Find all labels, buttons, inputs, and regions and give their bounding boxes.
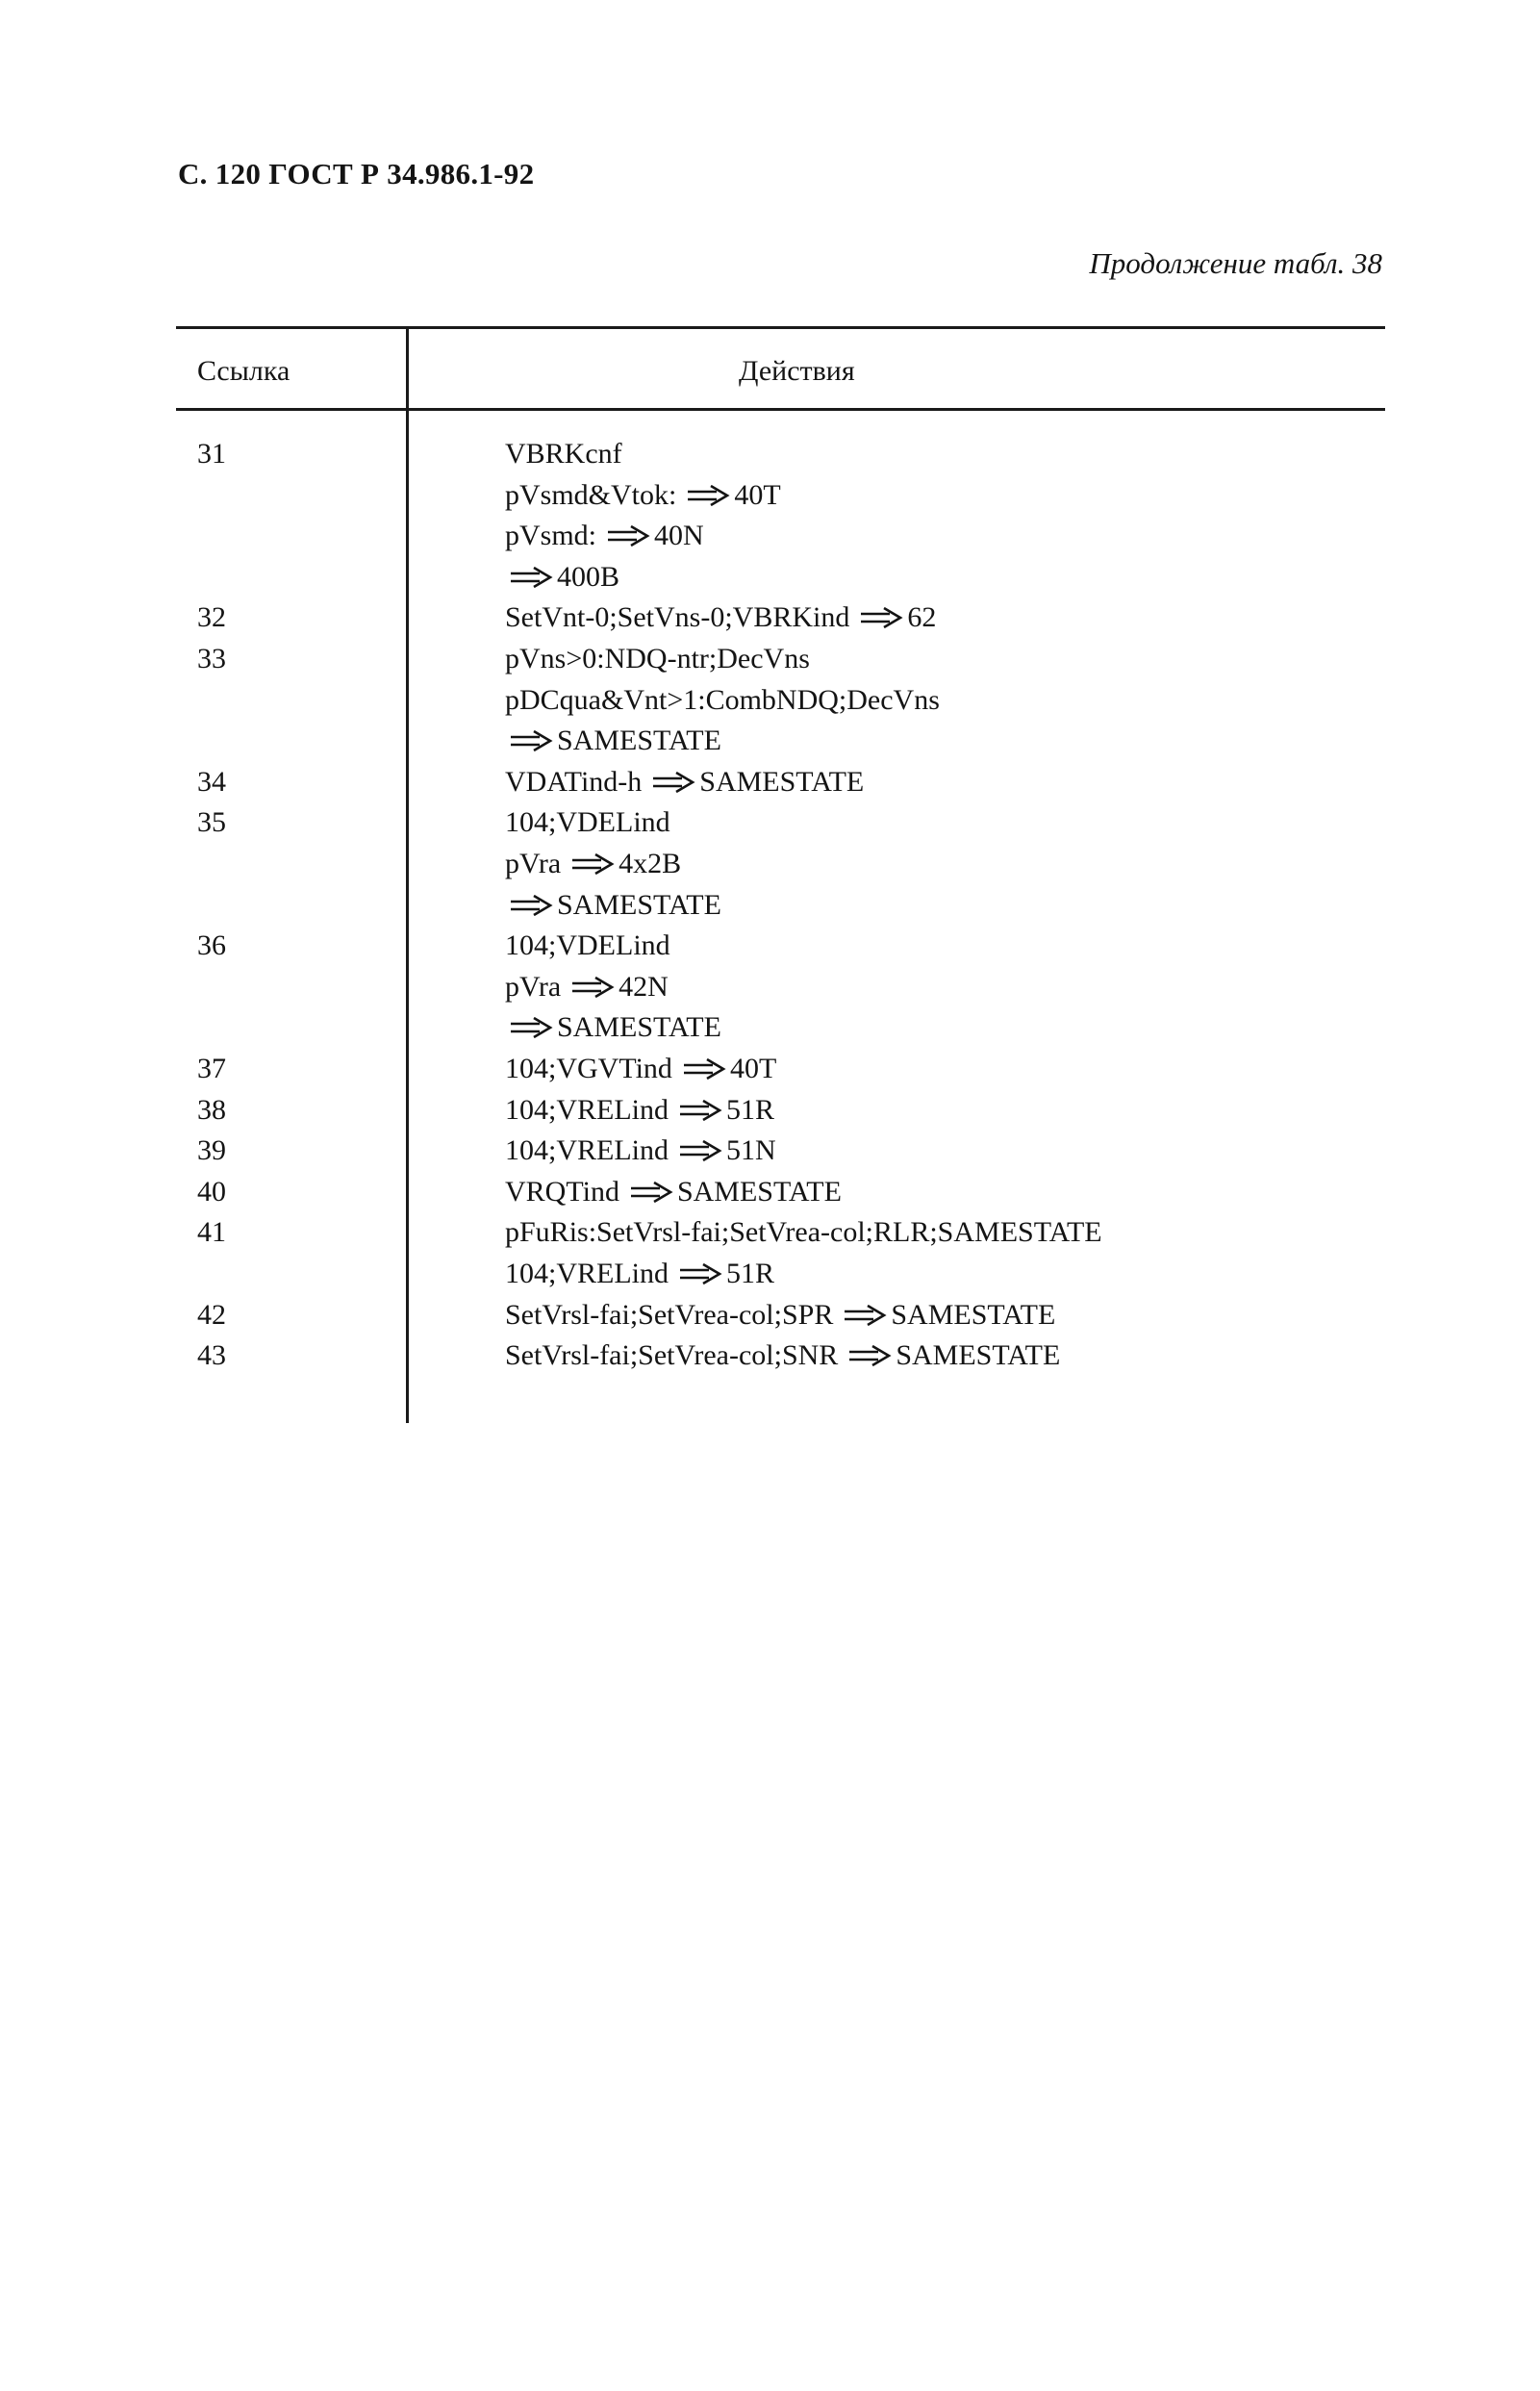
action-target: SAMESTATE — [557, 1011, 721, 1043]
row-action — [505, 515, 704, 556]
row-action — [505, 1335, 1060, 1376]
row-action — [505, 1130, 776, 1171]
transition-arrow — [509, 730, 553, 751]
row-action — [505, 1211, 1102, 1253]
row-ref-number: 38 — [197, 1094, 226, 1126]
action-text: pDCqua&Vnt>1:CombNDQ;DecVns — [505, 684, 940, 716]
row-action — [505, 433, 622, 474]
action-target: 40T — [729, 1053, 777, 1084]
double-arrow-icon — [509, 895, 553, 916]
row-action — [505, 1294, 1055, 1335]
transition-arrow — [570, 977, 615, 998]
row-action — [505, 474, 781, 516]
table-row — [176, 1253, 1385, 1294]
table-row — [176, 474, 1385, 516]
action-text: 104;VDELind — [505, 929, 670, 961]
row-ref-number: 40 — [197, 1176, 226, 1208]
transition-arrow — [843, 1305, 887, 1326]
transition-arrow — [678, 1100, 722, 1121]
row-ref-number: 32 — [197, 601, 226, 633]
action-target: 51N — [726, 1134, 776, 1166]
table-row — [176, 884, 1385, 926]
row-ref-number: 35 — [197, 806, 226, 838]
action-text: pVra — [505, 971, 562, 1003]
action-target: SAMESTATE — [699, 766, 865, 798]
table-row — [176, 1006, 1385, 1048]
action-text: pVra — [505, 848, 562, 879]
row-action — [505, 761, 864, 802]
row-action — [505, 925, 670, 966]
table-row — [176, 679, 1385, 721]
row-action — [505, 720, 721, 761]
action-text: 104;VDELind — [505, 806, 670, 838]
action-text: 104;VRELind — [505, 1134, 669, 1166]
transition-arrow — [686, 485, 730, 506]
action-text: SetVnt-0;SetVns-0;VBRKind — [505, 601, 850, 633]
page-header: С. 120 ГОСТ Р 34.986.1-92 — [178, 157, 535, 191]
table-row — [176, 1171, 1385, 1212]
double-arrow-icon — [678, 1140, 722, 1161]
row-action — [505, 556, 619, 598]
row-ref-number: 37 — [197, 1053, 226, 1084]
action-text: 104;VRELind — [505, 1094, 669, 1126]
transition-arrow — [682, 1058, 726, 1080]
transition-arrow — [629, 1182, 673, 1203]
table-row — [176, 761, 1385, 802]
row-action — [505, 1253, 774, 1294]
double-arrow-icon — [651, 772, 695, 793]
column-header-ref: Ссылка — [197, 355, 290, 387]
row-ref-number: 31 — [197, 438, 226, 470]
double-arrow-icon — [606, 525, 650, 547]
action-target: 4x2B — [619, 848, 682, 879]
transition-arrow — [651, 772, 695, 793]
row-action — [505, 884, 721, 926]
row-action — [505, 843, 681, 884]
transition-arrow — [570, 853, 615, 875]
table-row — [176, 1294, 1385, 1335]
row-action — [505, 597, 936, 638]
table-row — [176, 843, 1385, 884]
double-arrow-icon — [843, 1305, 887, 1326]
double-arrow-icon — [629, 1182, 673, 1203]
action-text: pVsmd: — [505, 520, 597, 551]
table-row — [176, 801, 1385, 843]
row-ref-number: 43 — [197, 1339, 226, 1371]
table-row — [176, 433, 1385, 474]
action-text: VBRKcnf — [505, 438, 622, 470]
table-row — [176, 1089, 1385, 1131]
table-row — [176, 925, 1385, 966]
action-text: pFuRis:SetVrsl-fai;SetVrea-col;RLR;SAMESTATE — [505, 1216, 1102, 1248]
action-text: VDATind-h — [505, 766, 643, 798]
transition-arrow — [509, 895, 553, 916]
transition-arrow — [606, 525, 650, 547]
action-target: 400B — [557, 561, 620, 593]
row-action — [505, 1006, 721, 1048]
action-text: pVns>0:NDQ-ntr;DecVns — [505, 643, 810, 674]
table-row — [176, 1048, 1385, 1089]
action-target: SAMESTATE — [891, 1299, 1056, 1331]
table-continuation-label: Продолжение табл. 38 — [1089, 246, 1382, 280]
row-ref-number: 42 — [197, 1299, 226, 1331]
row-action — [505, 801, 670, 843]
row-ref-number: 36 — [197, 929, 226, 961]
transition-arrow — [678, 1263, 722, 1285]
action-text: SetVrsl-fai;SetVrea-col;SNR — [505, 1339, 839, 1371]
transition-arrow — [859, 607, 903, 628]
table-row — [176, 966, 1385, 1007]
row-ref-number: 33 — [197, 643, 226, 674]
table-row — [176, 1130, 1385, 1171]
table-row — [176, 556, 1385, 598]
action-target: 42N — [619, 971, 669, 1003]
row-action — [505, 966, 669, 1007]
table-row — [176, 1335, 1385, 1376]
action-target: 51R — [726, 1094, 775, 1126]
transition-arrow — [678, 1140, 722, 1161]
double-arrow-icon — [570, 977, 615, 998]
action-target: 40T — [734, 479, 781, 511]
double-arrow-icon — [509, 1017, 553, 1038]
double-arrow-icon — [678, 1263, 722, 1285]
transition-arrow — [509, 1017, 553, 1038]
action-text: VRQTind — [505, 1176, 619, 1208]
table-row — [176, 638, 1385, 679]
action-target: 62 — [907, 601, 937, 633]
double-arrow-icon — [570, 853, 615, 875]
action-target: 40N — [654, 520, 704, 551]
action-target: SAMESTATE — [896, 1339, 1061, 1371]
table-row — [176, 1211, 1385, 1253]
action-text: 104;VGVTind — [505, 1053, 672, 1084]
row-ref-number: 34 — [197, 766, 226, 798]
action-text: 104;VRELind — [505, 1258, 669, 1289]
double-arrow-icon — [847, 1345, 892, 1366]
row-action — [505, 1171, 842, 1212]
table-row — [176, 720, 1385, 761]
table-header-rule — [176, 408, 1385, 411]
action-target: SAMESTATE — [557, 889, 721, 921]
transition-arrow — [847, 1345, 892, 1366]
row-action — [505, 1048, 776, 1089]
actions-table — [176, 326, 1385, 1423]
row-action — [505, 679, 940, 721]
column-header-actions: Действия — [739, 355, 855, 387]
transition-arrow — [509, 567, 553, 588]
double-arrow-icon — [678, 1100, 722, 1121]
table-row — [176, 597, 1385, 638]
row-action — [505, 638, 810, 679]
row-ref-number: 41 — [197, 1216, 226, 1248]
table-row — [176, 515, 1385, 556]
action-target: SAMESTATE — [557, 725, 721, 756]
action-text: pVsmd&Vtok: — [505, 479, 677, 511]
double-arrow-icon — [686, 485, 730, 506]
double-arrow-icon — [509, 567, 553, 588]
double-arrow-icon — [682, 1058, 726, 1080]
row-action — [505, 1089, 774, 1131]
table-top-rule — [176, 326, 1385, 329]
double-arrow-icon — [859, 607, 903, 628]
action-target: SAMESTATE — [676, 1176, 842, 1208]
double-arrow-icon — [509, 730, 553, 751]
action-text: SetVrsl-fai;SetVrea-col;SPR — [505, 1299, 834, 1331]
row-ref-number: 39 — [197, 1134, 226, 1166]
action-target: 51R — [726, 1258, 775, 1289]
